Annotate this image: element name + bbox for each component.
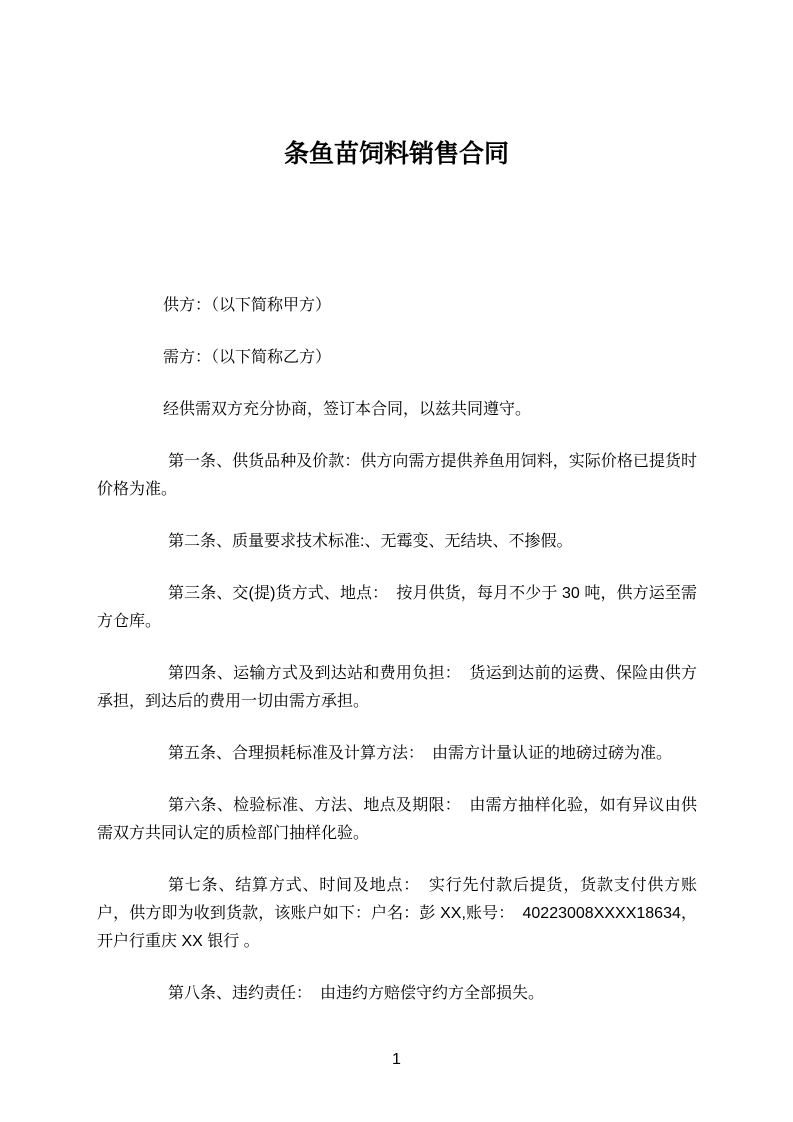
party-buyer-line: 需方：（以下简称乙方） bbox=[163, 349, 332, 366]
party-supplier-line: 供方：（以下简称甲方） bbox=[163, 297, 332, 314]
clause-5-paragraph: 第五条、合理损耗标准及计算方法： 由需方计量认证的地磅过磅为准。 bbox=[168, 745, 673, 762]
page-number: 1 bbox=[392, 1051, 401, 1068]
document-title: 条鱼苗饲料销售合同 bbox=[283, 140, 509, 168]
clause-2-paragraph: 第二条、质量要求技术标准:、无霉变、无结块、不掺假。 bbox=[168, 533, 573, 550]
clause-1-paragraph: 第一条、供货品种及价款：供方向需方提供养鱼用饲料，实际价格已提货时价格为准。 bbox=[97, 453, 697, 498]
clause-7-paragraph: 第七条、结算方式、时间及地点： 实行先付款后提货，货款支付供方账户，供方即为收到货款，该账户如下：户名：彭 XX,账号： 40223008XXXX18634，开户行重庆 XX 银行 。 bbox=[97, 877, 697, 950]
clause-3-paragraph: 第三条、交(提)货方式、地点： 按月供货，每月不少于 30 吨，供方运至需方仓库。 bbox=[97, 585, 697, 630]
clause-6-paragraph: 第六条、检验标准、方法、地点及期限： 由需方抽样化验，如有异议由供需双方共同认定的质检部门抽样化验。 bbox=[97, 797, 697, 842]
clause-4-paragraph: 第四条、运输方式及到达站和费用负担： 货运到达前的运费、保险由供方承担，到达后的费用一切由需方承担。 bbox=[97, 665, 697, 710]
document-body bbox=[97, 292, 697, 1008]
clause-8-paragraph: 第八条、违约责任： 由违约方赔偿守约方全部损失。 bbox=[168, 985, 545, 1002]
preamble-paragraph: 经供需双方充分协商，签订本合同，以兹共同遵守。 bbox=[163, 401, 532, 418]
